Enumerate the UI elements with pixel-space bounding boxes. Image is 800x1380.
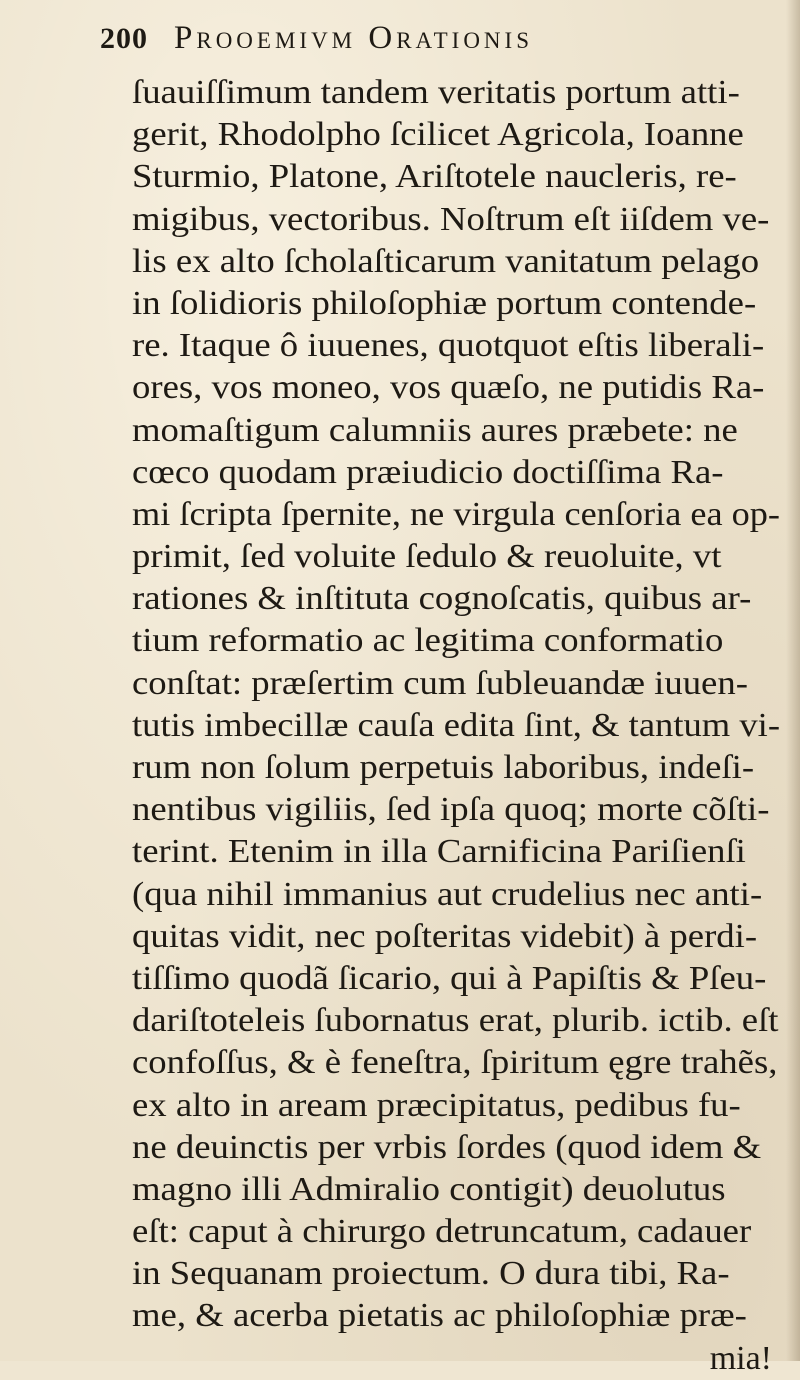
text-line: rationes & inſtituta cognoſcatis, quibus ar- <box>132 580 752 618</box>
text-line: primit, ſed voluite ſedulo & reuoluite, vt <box>132 538 722 576</box>
text-line: in ſolidioris philoſophiæ portum contende- <box>132 284 757 322</box>
page-number: 200 <box>100 22 148 55</box>
text-line: tium reformatio ac legitima conformatio <box>132 622 724 660</box>
text-line: rum non ſolum perpetuis laboribus, indeſi- <box>132 749 755 786</box>
text-line: ex alto in aream præcipitatus, pedibus fu- <box>132 1086 741 1124</box>
text-line: migibus, vectoribus. Noſtrum eſt iiſdem ve- <box>132 200 770 238</box>
text-line: re. Itaque ô iuuenes, quotquot eſtis liberali- <box>132 327 765 365</box>
text-line: ſuauiſſimum tandem veritatis portum atti- <box>132 74 740 111</box>
text-line: Sturmio, Platone, Ariſtotele naucleris, re- <box>132 158 737 196</box>
text-line: dariſtoteleis ſubornatus erat, plurib. ictib. eſt <box>132 1002 779 1040</box>
page-header <box>100 20 740 68</box>
text-line: (qua nihil immanius aut crudelius nec anti- <box>132 875 763 913</box>
text-line: cœco quodam præiudicio doctiſſima Ra- <box>132 453 724 491</box>
text-line: ores, vos moneo, vos quæſo, ne putidis Ra- <box>132 369 765 407</box>
text-line: lis ex alto ſcholaſticarum vanitatum pelago <box>132 242 760 280</box>
text-line: tiſſimo quodã ſicario, qui à Papiſtis & Pſeu- <box>132 959 767 997</box>
text-line: momaſtigum calumniis aures præbete: ne <box>132 411 738 449</box>
text-line: conſtat: præſertim cum ſubleuandæ iuuen- <box>132 664 748 702</box>
text-line: mi ſcripta ſpernite, ne virgula cenſoria ea op- <box>132 495 780 533</box>
text-line: in Sequanam proiectum. O dura tibi, Ra- <box>132 1255 730 1293</box>
text-line: me, & acerba pietatis ac philoſophiæ præ- <box>132 1297 747 1335</box>
text-line: nentibus vigiliis, ſed ipſa quoq; morte cõſti- <box>132 791 770 829</box>
text-line: tutis imbecillæ cauſa edita ſint, & tantum vi- <box>132 706 781 744</box>
text-line-final: mia! <box>709 1339 772 1377</box>
text-line: eſt: caput à chirurgo detruncatum, cadauer <box>132 1213 752 1251</box>
body-text <box>132 72 792 1380</box>
text-line: magno illi Admiralio contigit) deuolutus <box>132 1170 726 1208</box>
text-line: gerit, Rhodolpho ſcilicet Agricola, Ioanne <box>132 116 744 154</box>
text-line: ne deuinctis per vrbis ſordes (quod idem & <box>132 1128 762 1166</box>
text-line: terint. Etenim in illa Carnificina Pariſienſi <box>132 833 746 871</box>
text-line: quitas vidit, nec poſteritas videbit) à perdi- <box>132 917 758 955</box>
text-line: confoſſus, & è feneſtra, ſpiritum ęgre trahẽs, <box>132 1044 778 1082</box>
running-head: Prooemivm Orationis <box>174 20 533 56</box>
